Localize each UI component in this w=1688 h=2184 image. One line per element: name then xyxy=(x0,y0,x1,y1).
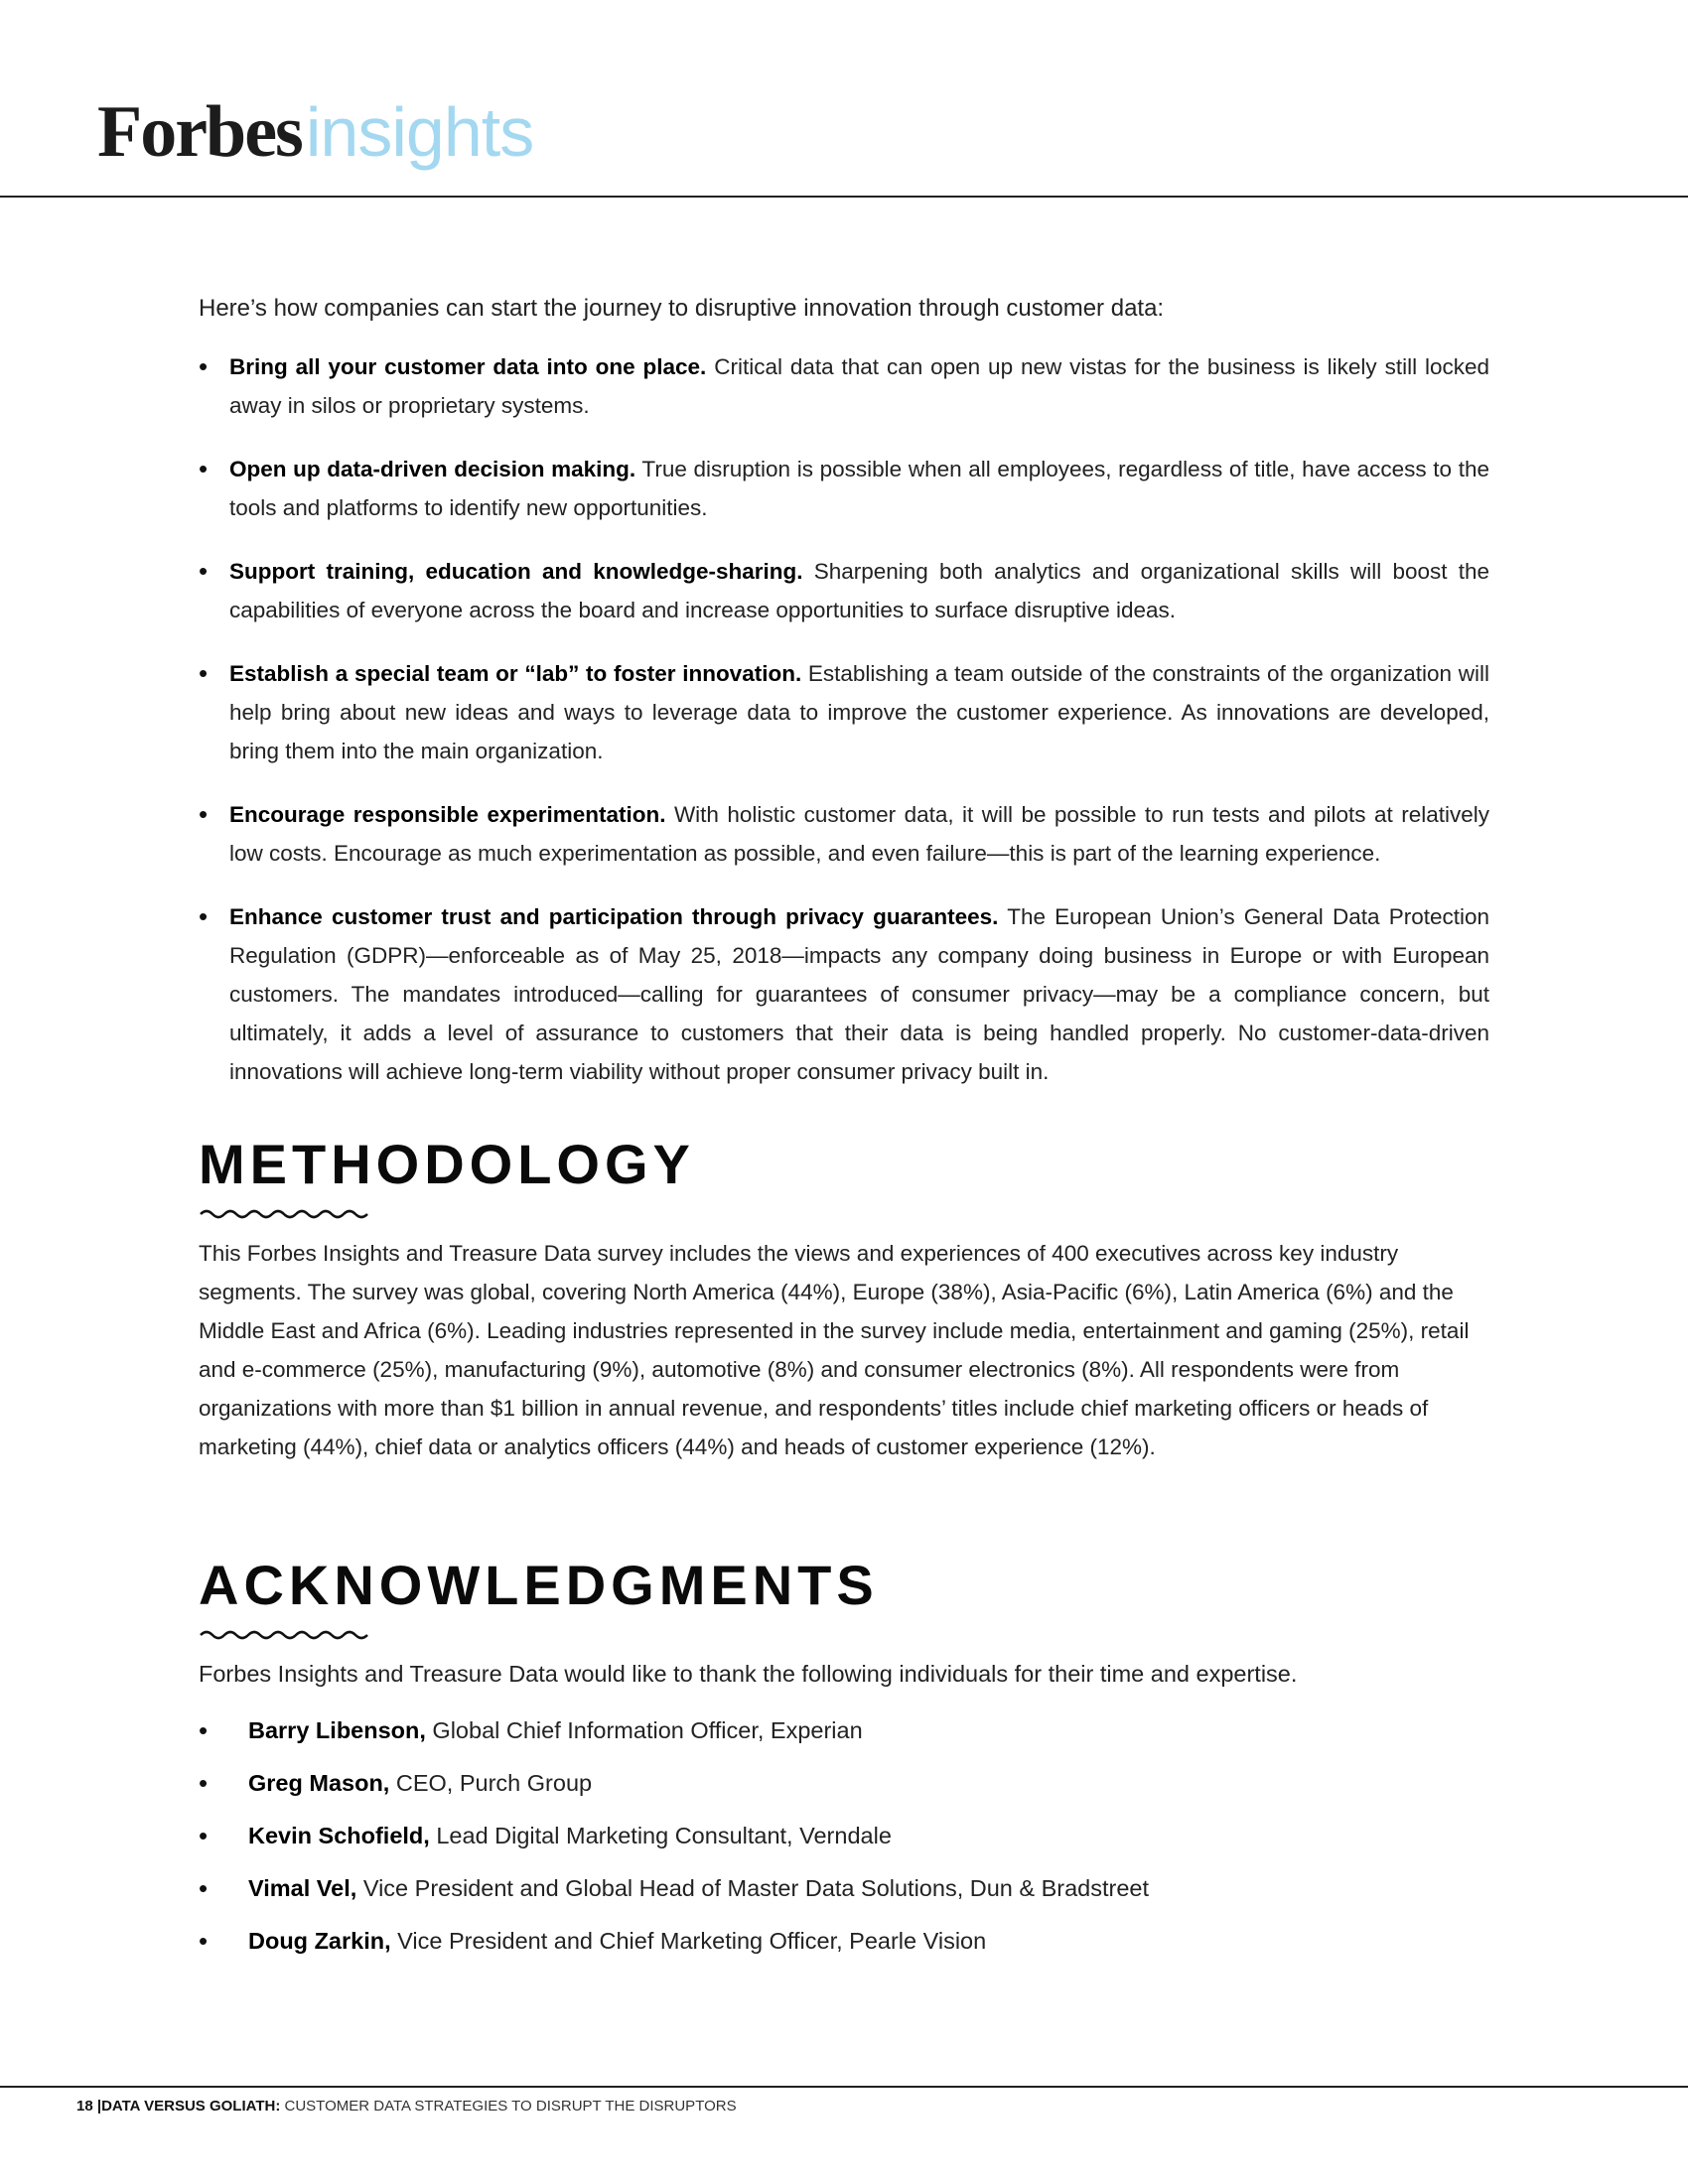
footer-divider xyxy=(0,2086,1688,2088)
acknowledgments-section xyxy=(199,1554,1489,1960)
list-item xyxy=(199,1922,1489,1960)
bullet-lead: Enhance customer trust and participation through privacy guarantees. xyxy=(229,904,999,929)
list-item xyxy=(199,897,1489,1091)
bullet-text: With holistic customer data, it will be possible to run tests and pilots at relatively low costs. Encourage as much experimentation as possible, and even failure—this is part of the learning experience. xyxy=(229,802,1489,866)
bullet-text: True disruption is possible when all employees, regardless of title, have access to the tools and platforms to identify new opportunities. xyxy=(229,457,1490,520)
list-item xyxy=(199,1869,1489,1907)
bullet-text: Sharpening both analytics and organizational skills will boost the capabilities of everyone across the board and increase opportunities to surface disruptive ideas. xyxy=(229,559,1489,622)
person-title: Vice President and Chief Marketing Officer, Pearle Vision xyxy=(390,1928,987,1954)
squiggle-divider-icon xyxy=(199,1208,369,1220)
person-name: Doug Zarkin, xyxy=(248,1928,391,1954)
bullet-lead: Establish a special team or “lab” to foster innovation. xyxy=(229,661,802,686)
list-item xyxy=(199,1764,1489,1802)
header-divider xyxy=(0,196,1688,198)
person-name: Kevin Schofield, xyxy=(248,1823,430,1848)
strategy-list xyxy=(199,347,1489,1091)
report-subtitle: CUSTOMER DATA STRATEGIES TO DISRUPT THE DISRUPTORS xyxy=(280,2098,737,2115)
main-content xyxy=(199,290,1489,1975)
person-title: Global Chief Information Officer, Experian xyxy=(425,1717,863,1743)
person-name: Barry Libenson, xyxy=(248,1717,426,1743)
list-item xyxy=(199,795,1489,873)
person-title: Lead Digital Marketing Consultant, Verndale xyxy=(429,1823,892,1848)
bullet-text: Critical data that can open up new vistas for the business is likely still locked away in silos or proprietary systems. xyxy=(229,354,1490,418)
logo-insights-text: insights xyxy=(305,93,534,171)
person-name: Greg Mason, xyxy=(248,1770,390,1796)
bullet-lead: Support training, education and knowledge-sharing. xyxy=(229,559,803,584)
forbes-insights-logo xyxy=(97,91,534,173)
person-title: CEO, Purch Group xyxy=(389,1770,593,1796)
list-item xyxy=(199,450,1489,527)
acknowledgments-intro: Forbes Insights and Treasure Data would like to thank the following individuals for their time and expertise. xyxy=(199,1661,1298,1687)
bullet-lead: Open up data-driven decision making. xyxy=(229,457,636,481)
page-number: 18 xyxy=(76,2098,93,2115)
bullet-text: Establishing a team outside of the constraints of the organization will help bring about new ideas and ways to leverage data to improve the customer experience. As innovations are developed, bring them into the main organization. xyxy=(229,661,1489,763)
bullet-lead: Encourage responsible experimentation. xyxy=(229,802,666,827)
bullet-lead: Bring all your customer data into one place. xyxy=(229,354,707,379)
person-name: Vimal Vel, xyxy=(248,1875,357,1901)
report-title: DATA VERSUS GOLIATH: xyxy=(101,2098,281,2115)
logo-forbes-text: Forbes xyxy=(97,91,302,173)
intro-paragraph: Here’s how companies can start the journey to disruptive innovation through customer data: xyxy=(199,295,1165,322)
methodology-heading: METHODOLOGY xyxy=(199,1133,695,1195)
methodology-section xyxy=(199,1133,1489,1466)
bullet-text: The European Union’s General Data Protection Regulation (GDPR)—enforceable as of May 25, 2018—impacts any company doing business in Europe or with European customers. The mandates introduced—calling for guarantees of consumer privacy—may be a compliance concern, but ultimately, it adds a level of assurance to customers that their data is being handled properly. No customer-data-driven innovations will achieve long-term viability without proper consumer privacy built in. xyxy=(229,904,1489,1084)
footer-separator: | xyxy=(92,2098,102,2115)
list-item xyxy=(199,1711,1489,1749)
page-header xyxy=(0,0,1688,199)
list-item xyxy=(199,654,1489,770)
list-item xyxy=(199,347,1489,425)
squiggle-divider-icon xyxy=(199,1629,369,1641)
list-item xyxy=(199,1817,1489,1854)
person-title: Vice President and Global Head of Master Data Solutions, Dun & Bradstreet xyxy=(356,1875,1150,1901)
page-footer xyxy=(76,2098,737,2115)
acknowledgments-list xyxy=(199,1711,1489,1960)
acknowledgments-heading: ACKNOWLEDGMENTS xyxy=(199,1554,879,1616)
methodology-text: This Forbes Insights and Treasure Data survey includes the views and experiences of 400 executives across key industry segments. The survey was global, covering North America (44%), Europe (38%), Asia-Pacific (6%), Latin America (6%) and the Middle East and Africa (6%). Leading industries represented in the survey include media, entertainment and gaming (25%), retail and e-commerce (25%), manufacturing (9%), automotive (8%) and consumer electronics (8%). All respondents were from organizations with more than $1 billion in annual revenue, and respondents’ titles include chief marketing officers or heads of marketing (44%), chief data or analytics officers (44%) and heads of customer experience (12%). xyxy=(199,1241,1470,1459)
list-item xyxy=(199,552,1489,629)
